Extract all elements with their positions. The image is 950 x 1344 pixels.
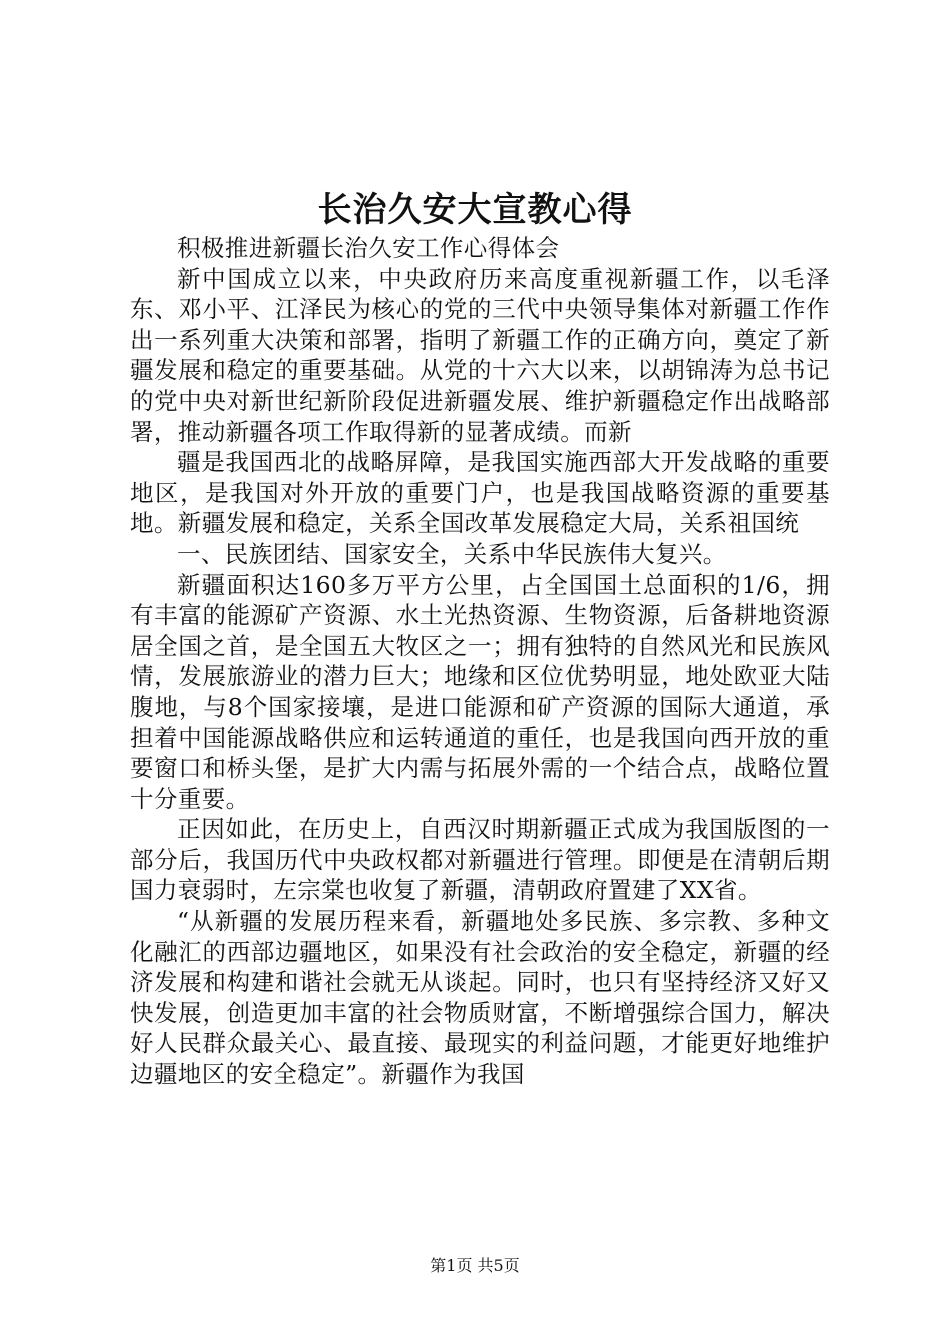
page-footer: 第1页 共5页 <box>430 1256 520 1275</box>
paragraph: 新疆面积达160多万平方公里，占全国国土总面积的1/6，拥有丰富的能源矿产资源、水土光热资源、生物资源，后备耕地资源居全国之首，是全国五大牧区之一；拥有独特的自然风光和民族风情，发展旅游业的潜力巨大；地缘和区位优势明显，地处欧亚大陆腹地，与8个国家接壤，是进口能源和矿产资源的国际大通道，承担着中国能源战略供应和运转通道的重任，也是我国向西开放的重要窗口和桥头堡，是扩大内需与拓展外需的一个结合点，战略位置十分重要。 <box>130 570 830 813</box>
paragraph: 一、民族团结、国家安全，关系中华民族伟大复兴。 <box>177 539 727 568</box>
paragraph: “从新疆的发展历程来看，新疆地处多民族、多宗教、多种文化融汇的西部边疆地区，如果没有社会政治的安全稳定，新疆的经济发展和构建和谐社会就无从谈起。同时，也只有坚持经济又好又快发展，创造更加丰富的社会物质财富，不断增强综合国力，解决好人民群众最关心、最直接、最现实的利益问题，才能更好地维护边疆地区的安全稳定”。新疆作为我国 <box>130 907 830 1089</box>
paragraph-subtitle: 积极推进新疆长治久安工作心得体会 <box>177 234 560 262</box>
document-body <box>130 233 830 1090</box>
paragraph: 正因如此，在历史上，自西汉时期新疆正式成为我国版图的一部分后，我国历代中央政权都对新疆进行管理。即便是在清朝后期国力衰弱时，左宗棠也收复了新疆，清朝政府置建了XX省。 <box>130 815 830 905</box>
paragraph: 疆是我国西北的战略屏障，是我国实施西部大开发战略的重要地区，是我国对外开放的重要门户，也是我国战略资源的重要基地。新疆发展和稳定，关系全国改革发展稳定大局，关系祖国统 <box>130 448 830 538</box>
paragraph: 新中国成立以来，中央政府历来高度重视新疆工作，以毛泽东、邓小平、江泽民为核心的党的三代中央领导集体对新疆工作作出一系列重大决策和部署，指明了新疆工作的正确方向，奠定了新疆发展和稳定的重要基础。从党的十六大以来，以胡锦涛为总书记的党中央对新世纪新阶段促进新疆发展、维护新疆稳定作出战略部署，推动新疆各项工作取得新的显著成绩。而新 <box>130 264 830 446</box>
document-title: 长治久安大宣教心得 <box>317 190 633 230</box>
